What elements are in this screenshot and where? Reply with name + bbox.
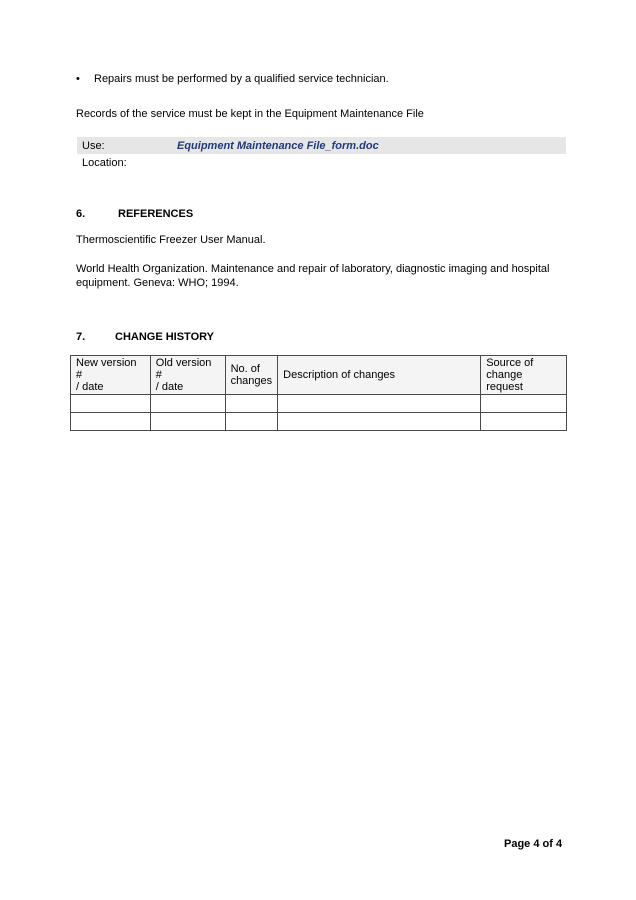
bullet-item	[76, 73, 389, 85]
table-row	[71, 395, 567, 413]
reference-2-line-2: equipment. Geneva: WHO; 1994.	[76, 277, 239, 289]
header-new-version: New version # / date	[71, 356, 151, 395]
section-6-title: REFERENCES	[118, 208, 194, 220]
bullet-text: Repairs must be performed by a qualified service technician.	[94, 73, 389, 85]
table-cell	[225, 413, 278, 431]
reference-2-line-1: World Health Organization. Maintenance and repair of laboratory, diagnostic imaging and hospital	[76, 263, 550, 275]
table-cell	[150, 395, 225, 413]
table-cell	[150, 413, 225, 431]
use-label: Use:	[82, 140, 105, 152]
section-6-number: 6.	[76, 208, 86, 220]
reference-1: Thermoscientific Freezer User Manual.	[76, 234, 266, 246]
header-source: Source of change request	[481, 356, 567, 395]
change-history-table	[70, 355, 567, 431]
use-form-link[interactable]: Equipment Maintenance File_form.doc	[177, 140, 379, 152]
table-cell	[481, 395, 567, 413]
table-row	[71, 413, 567, 431]
records-paragraph: Records of the service must be kept in the Equipment Maintenance File	[76, 108, 424, 120]
location-label: Location:	[82, 157, 127, 169]
table-cell	[71, 395, 151, 413]
section-7-number: 7.	[76, 331, 86, 343]
table-header-row	[71, 356, 567, 395]
table-cell	[278, 395, 481, 413]
header-no-of-changes: No. of changes	[225, 356, 278, 395]
header-description: Description of changes	[278, 356, 481, 395]
bullet-icon: •	[76, 73, 80, 85]
table-cell	[225, 395, 278, 413]
table-cell	[481, 413, 567, 431]
section-7-title: CHANGE HISTORY	[115, 331, 215, 343]
table-cell	[71, 413, 151, 431]
table-cell	[278, 413, 481, 431]
page-number: Page 4 of 4	[504, 838, 563, 850]
header-old-version: Old version # / date	[150, 356, 225, 395]
